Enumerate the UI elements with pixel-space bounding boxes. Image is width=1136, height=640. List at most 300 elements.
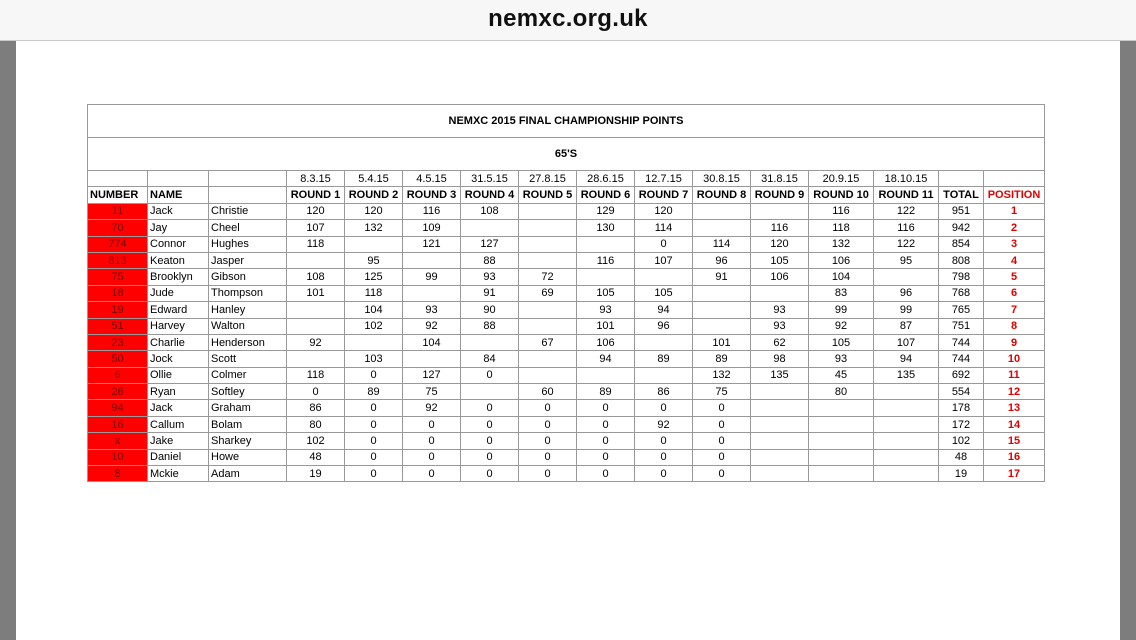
score-cell bbox=[519, 203, 577, 219]
document-page bbox=[16, 41, 1120, 640]
position: 3 bbox=[984, 236, 1045, 252]
first-name: Mckie bbox=[148, 466, 209, 482]
score-cell: 0 bbox=[345, 400, 403, 416]
rider-number: 8 bbox=[88, 466, 148, 482]
score-cell bbox=[874, 433, 939, 449]
score-cell: 75 bbox=[693, 384, 751, 400]
first-name: Jack bbox=[148, 400, 209, 416]
score-cell bbox=[461, 220, 519, 236]
score-cell: 92 bbox=[635, 416, 693, 432]
score-cell bbox=[345, 236, 403, 252]
last-name: Bolam bbox=[209, 416, 287, 432]
score-cell: 0 bbox=[635, 466, 693, 482]
score-cell bbox=[577, 367, 635, 383]
score-cell: 101 bbox=[577, 318, 635, 334]
score-cell: 107 bbox=[874, 334, 939, 350]
first-name: Edward bbox=[148, 302, 209, 318]
last-name: Cheel bbox=[209, 220, 287, 236]
score-cell: 0 bbox=[461, 367, 519, 383]
total-points: 798 bbox=[939, 269, 984, 285]
score-cell: 114 bbox=[635, 220, 693, 236]
score-cell: 0 bbox=[345, 367, 403, 383]
score-cell bbox=[287, 351, 345, 367]
score-cell bbox=[809, 400, 874, 416]
score-cell: 105 bbox=[809, 334, 874, 350]
score-cell: 83 bbox=[809, 285, 874, 301]
rider-number: 75 bbox=[88, 269, 148, 285]
round-date: 12.7.15 bbox=[635, 171, 693, 187]
score-cell: 125 bbox=[345, 269, 403, 285]
score-cell: 99 bbox=[809, 302, 874, 318]
score-cell bbox=[577, 269, 635, 285]
sheet-title: NEMXC 2015 FINAL CHAMPIONSHIP POINTS bbox=[88, 105, 1045, 138]
score-cell: 108 bbox=[461, 203, 519, 219]
rider-number: 11 bbox=[88, 203, 148, 219]
position: 14 bbox=[984, 416, 1045, 432]
score-cell bbox=[345, 334, 403, 350]
score-cell bbox=[635, 269, 693, 285]
score-cell bbox=[809, 433, 874, 449]
round-date: 18.10.15 bbox=[874, 171, 939, 187]
column-header: ROUND 8 bbox=[693, 187, 751, 203]
score-cell: 80 bbox=[809, 384, 874, 400]
first-name: Daniel bbox=[148, 449, 209, 465]
score-cell: 121 bbox=[403, 236, 461, 252]
column-header: POSITION bbox=[984, 187, 1045, 203]
last-name: Walton bbox=[209, 318, 287, 334]
score-cell: 86 bbox=[635, 384, 693, 400]
score-cell: 104 bbox=[809, 269, 874, 285]
table-row bbox=[88, 252, 1045, 268]
last-name: Softley bbox=[209, 384, 287, 400]
score-cell bbox=[519, 351, 577, 367]
total-points: 768 bbox=[939, 285, 984, 301]
column-header: ROUND 1 bbox=[287, 187, 345, 203]
score-cell: 118 bbox=[809, 220, 874, 236]
table-row bbox=[88, 285, 1045, 301]
table-row bbox=[88, 334, 1045, 350]
position: 1 bbox=[984, 203, 1045, 219]
score-cell: 105 bbox=[577, 285, 635, 301]
position: 6 bbox=[984, 285, 1045, 301]
empty-cell bbox=[88, 171, 148, 187]
score-cell bbox=[874, 269, 939, 285]
score-cell: 93 bbox=[577, 302, 635, 318]
score-cell: 0 bbox=[693, 400, 751, 416]
score-cell: 92 bbox=[403, 318, 461, 334]
first-name: Jock bbox=[148, 351, 209, 367]
url-text[interactable]: nemxc.org.uk bbox=[488, 5, 648, 32]
first-name: Callum bbox=[148, 416, 209, 432]
score-cell: 0 bbox=[577, 466, 635, 482]
position: 5 bbox=[984, 269, 1045, 285]
column-header: ROUND 3 bbox=[403, 187, 461, 203]
score-cell: 94 bbox=[577, 351, 635, 367]
score-cell bbox=[751, 416, 809, 432]
position: 2 bbox=[984, 220, 1045, 236]
score-cell: 60 bbox=[519, 384, 577, 400]
rider-number: 774 bbox=[88, 236, 148, 252]
score-cell: 118 bbox=[287, 236, 345, 252]
score-cell: 101 bbox=[287, 285, 345, 301]
score-cell: 0 bbox=[693, 416, 751, 432]
total-points: 172 bbox=[939, 416, 984, 432]
first-name: Connor bbox=[148, 236, 209, 252]
score-cell: 91 bbox=[693, 269, 751, 285]
last-name: Howe bbox=[209, 449, 287, 465]
table-row bbox=[88, 269, 1045, 285]
score-cell: 0 bbox=[635, 449, 693, 465]
score-cell: 127 bbox=[461, 236, 519, 252]
score-cell bbox=[751, 433, 809, 449]
score-cell: 93 bbox=[751, 302, 809, 318]
empty-cell bbox=[984, 171, 1045, 187]
score-cell bbox=[403, 285, 461, 301]
score-cell: 0 bbox=[693, 449, 751, 465]
score-cell: 0 bbox=[403, 416, 461, 432]
score-cell: 0 bbox=[345, 433, 403, 449]
score-cell bbox=[461, 334, 519, 350]
score-cell: 93 bbox=[403, 302, 461, 318]
table-row bbox=[88, 400, 1045, 416]
position: 15 bbox=[984, 433, 1045, 449]
score-cell: 98 bbox=[751, 351, 809, 367]
header-row bbox=[88, 187, 1045, 203]
score-cell: 0 bbox=[519, 449, 577, 465]
browser-address-bar[interactable] bbox=[0, 0, 1136, 41]
score-cell bbox=[751, 384, 809, 400]
score-cell bbox=[874, 449, 939, 465]
score-cell: 120 bbox=[345, 203, 403, 219]
last-name: Jasper bbox=[209, 252, 287, 268]
score-cell bbox=[287, 252, 345, 268]
rider-number: 18 bbox=[88, 285, 148, 301]
first-name: Keaton bbox=[148, 252, 209, 268]
total-points: 951 bbox=[939, 203, 984, 219]
score-cell: 0 bbox=[403, 466, 461, 482]
score-cell: 0 bbox=[693, 466, 751, 482]
score-cell: 101 bbox=[693, 334, 751, 350]
score-cell: 129 bbox=[577, 203, 635, 219]
column-header: TOTAL bbox=[939, 187, 984, 203]
score-cell: 0 bbox=[461, 449, 519, 465]
score-cell: 104 bbox=[403, 334, 461, 350]
score-cell: 109 bbox=[403, 220, 461, 236]
score-cell: 90 bbox=[461, 302, 519, 318]
score-cell: 0 bbox=[577, 449, 635, 465]
score-cell bbox=[874, 466, 939, 482]
column-header: ROUND 5 bbox=[519, 187, 577, 203]
score-cell: 114 bbox=[693, 236, 751, 252]
position: 16 bbox=[984, 449, 1045, 465]
sheet-subtitle: 65'S bbox=[88, 138, 1045, 171]
last-name: Sharkey bbox=[209, 433, 287, 449]
last-name: Thompson bbox=[209, 285, 287, 301]
score-cell bbox=[751, 449, 809, 465]
score-cell: 0 bbox=[345, 449, 403, 465]
score-cell: 93 bbox=[751, 318, 809, 334]
last-name: Colmer bbox=[209, 367, 287, 383]
total-points: 178 bbox=[939, 400, 984, 416]
position: 13 bbox=[984, 400, 1045, 416]
score-cell: 19 bbox=[287, 466, 345, 482]
score-cell: 75 bbox=[403, 384, 461, 400]
score-cell: 0 bbox=[519, 400, 577, 416]
score-cell: 94 bbox=[874, 351, 939, 367]
score-cell bbox=[287, 302, 345, 318]
last-name: Hanley bbox=[209, 302, 287, 318]
round-date: 31.5.15 bbox=[461, 171, 519, 187]
total-points: 942 bbox=[939, 220, 984, 236]
total-points: 19 bbox=[939, 466, 984, 482]
score-cell: 135 bbox=[874, 367, 939, 383]
score-cell bbox=[809, 416, 874, 432]
first-name: Harvey bbox=[148, 318, 209, 334]
score-cell: 116 bbox=[751, 220, 809, 236]
score-cell: 89 bbox=[693, 351, 751, 367]
position: 11 bbox=[984, 367, 1045, 383]
score-cell: 116 bbox=[809, 203, 874, 219]
score-cell: 0 bbox=[345, 416, 403, 432]
score-cell: 132 bbox=[693, 367, 751, 383]
column-header: ROUND 6 bbox=[577, 187, 635, 203]
score-cell: 0 bbox=[403, 449, 461, 465]
position: 7 bbox=[984, 302, 1045, 318]
table-row bbox=[88, 302, 1045, 318]
total-points: 744 bbox=[939, 351, 984, 367]
score-cell: 92 bbox=[287, 334, 345, 350]
score-cell: 86 bbox=[287, 400, 345, 416]
score-cell: 96 bbox=[693, 252, 751, 268]
total-points: 102 bbox=[939, 433, 984, 449]
round-date: 20.9.15 bbox=[809, 171, 874, 187]
score-cell: 89 bbox=[577, 384, 635, 400]
rider-number: 19 bbox=[88, 302, 148, 318]
last-name: Scott bbox=[209, 351, 287, 367]
score-cell: 104 bbox=[345, 302, 403, 318]
round-date: 4.5.15 bbox=[403, 171, 461, 187]
score-cell: 120 bbox=[635, 203, 693, 219]
score-cell: 102 bbox=[287, 433, 345, 449]
position: 8 bbox=[984, 318, 1045, 334]
score-cell: 0 bbox=[287, 384, 345, 400]
score-cell bbox=[461, 384, 519, 400]
last-name: Gibson bbox=[209, 269, 287, 285]
round-date: 8.3.15 bbox=[287, 171, 345, 187]
score-cell: 120 bbox=[287, 203, 345, 219]
table-row bbox=[88, 384, 1045, 400]
score-cell: 92 bbox=[809, 318, 874, 334]
score-cell: 0 bbox=[403, 433, 461, 449]
first-name: Jake bbox=[148, 433, 209, 449]
dates-row bbox=[88, 171, 1045, 187]
score-cell: 93 bbox=[809, 351, 874, 367]
score-cell: 132 bbox=[345, 220, 403, 236]
rider-number: 16 bbox=[88, 416, 148, 432]
rider-number: 50 bbox=[88, 351, 148, 367]
score-cell: 0 bbox=[635, 400, 693, 416]
score-cell: 93 bbox=[461, 269, 519, 285]
score-cell: 106 bbox=[577, 334, 635, 350]
score-cell: 80 bbox=[287, 416, 345, 432]
position: 17 bbox=[984, 466, 1045, 482]
score-cell: 118 bbox=[287, 367, 345, 383]
score-cell bbox=[751, 466, 809, 482]
round-date: 31.8.15 bbox=[751, 171, 809, 187]
score-cell: 0 bbox=[519, 466, 577, 482]
score-cell: 92 bbox=[403, 400, 461, 416]
table-row bbox=[88, 433, 1045, 449]
score-cell: 72 bbox=[519, 269, 577, 285]
position: 12 bbox=[984, 384, 1045, 400]
score-cell: 99 bbox=[403, 269, 461, 285]
position: 9 bbox=[984, 334, 1045, 350]
first-name: Jay bbox=[148, 220, 209, 236]
score-cell: 94 bbox=[635, 302, 693, 318]
score-cell bbox=[693, 318, 751, 334]
column-header: ROUND 10 bbox=[809, 187, 874, 203]
table-row bbox=[88, 416, 1045, 432]
score-cell bbox=[693, 203, 751, 219]
table-row bbox=[88, 351, 1045, 367]
first-name: Jude bbox=[148, 285, 209, 301]
score-cell bbox=[874, 416, 939, 432]
position: 10 bbox=[984, 351, 1045, 367]
score-cell bbox=[519, 318, 577, 334]
rider-number: 70 bbox=[88, 220, 148, 236]
first-name: Jack bbox=[148, 203, 209, 219]
rider-number: x bbox=[88, 433, 148, 449]
score-cell: 120 bbox=[751, 236, 809, 252]
score-cell bbox=[519, 220, 577, 236]
score-cell: 0 bbox=[693, 433, 751, 449]
score-cell: 105 bbox=[751, 252, 809, 268]
score-cell: 0 bbox=[577, 433, 635, 449]
score-cell: 89 bbox=[345, 384, 403, 400]
score-cell: 89 bbox=[635, 351, 693, 367]
first-name: Charlie bbox=[148, 334, 209, 350]
score-cell: 87 bbox=[874, 318, 939, 334]
round-date: 30.8.15 bbox=[693, 171, 751, 187]
score-cell: 116 bbox=[577, 252, 635, 268]
score-cell bbox=[751, 203, 809, 219]
score-cell: 122 bbox=[874, 203, 939, 219]
score-cell bbox=[519, 367, 577, 383]
score-cell: 0 bbox=[577, 400, 635, 416]
last-name: Christie bbox=[209, 203, 287, 219]
total-points: 854 bbox=[939, 236, 984, 252]
score-cell: 0 bbox=[577, 416, 635, 432]
empty-cell bbox=[148, 171, 209, 187]
score-cell: 105 bbox=[635, 285, 693, 301]
score-cell: 0 bbox=[635, 236, 693, 252]
column-header: NAME bbox=[148, 187, 209, 203]
score-cell: 0 bbox=[461, 400, 519, 416]
score-cell: 102 bbox=[345, 318, 403, 334]
score-cell bbox=[635, 367, 693, 383]
table-row bbox=[88, 318, 1045, 334]
score-cell: 95 bbox=[874, 252, 939, 268]
score-cell: 107 bbox=[287, 220, 345, 236]
score-cell bbox=[403, 252, 461, 268]
round-date: 27.8.15 bbox=[519, 171, 577, 187]
score-cell: 116 bbox=[403, 203, 461, 219]
total-points: 692 bbox=[939, 367, 984, 383]
rider-number: 10 bbox=[88, 449, 148, 465]
score-cell: 67 bbox=[519, 334, 577, 350]
score-cell: 95 bbox=[345, 252, 403, 268]
score-cell: 107 bbox=[635, 252, 693, 268]
score-cell: 99 bbox=[874, 302, 939, 318]
score-cell: 62 bbox=[751, 334, 809, 350]
score-cell: 96 bbox=[635, 318, 693, 334]
score-cell: 0 bbox=[519, 433, 577, 449]
score-cell bbox=[519, 302, 577, 318]
total-points: 765 bbox=[939, 302, 984, 318]
rider-number: 51 bbox=[88, 318, 148, 334]
rider-number: 23 bbox=[88, 334, 148, 350]
score-cell: 91 bbox=[461, 285, 519, 301]
score-cell bbox=[287, 318, 345, 334]
score-cell: 127 bbox=[403, 367, 461, 383]
score-cell bbox=[693, 285, 751, 301]
score-cell bbox=[874, 400, 939, 416]
score-cell: 116 bbox=[874, 220, 939, 236]
first-name: Ryan bbox=[148, 384, 209, 400]
total-points: 808 bbox=[939, 252, 984, 268]
empty-cell bbox=[209, 171, 287, 187]
score-cell: 0 bbox=[461, 416, 519, 432]
score-cell: 88 bbox=[461, 252, 519, 268]
score-cell bbox=[519, 252, 577, 268]
championship-table bbox=[87, 104, 1045, 482]
first-name: Ollie bbox=[148, 367, 209, 383]
last-name: Graham bbox=[209, 400, 287, 416]
first-name: Brooklyn bbox=[148, 269, 209, 285]
column-header: NUMBER bbox=[88, 187, 148, 203]
rider-number: 94 bbox=[88, 400, 148, 416]
score-cell: 106 bbox=[751, 269, 809, 285]
score-cell: 69 bbox=[519, 285, 577, 301]
score-cell bbox=[635, 334, 693, 350]
score-cell: 45 bbox=[809, 367, 874, 383]
table-row bbox=[88, 220, 1045, 236]
table-row bbox=[88, 236, 1045, 252]
rider-number: 26 bbox=[88, 384, 148, 400]
total-points: 744 bbox=[939, 334, 984, 350]
column-header: ROUND 2 bbox=[345, 187, 403, 203]
score-cell bbox=[577, 236, 635, 252]
score-cell: 0 bbox=[635, 433, 693, 449]
last-name: Henderson bbox=[209, 334, 287, 350]
score-cell: 0 bbox=[461, 466, 519, 482]
last-name: Hughes bbox=[209, 236, 287, 252]
score-cell bbox=[693, 302, 751, 318]
score-cell bbox=[751, 285, 809, 301]
score-cell: 48 bbox=[287, 449, 345, 465]
score-cell: 0 bbox=[345, 466, 403, 482]
total-points: 751 bbox=[939, 318, 984, 334]
round-date: 28.6.15 bbox=[577, 171, 635, 187]
score-cell: 130 bbox=[577, 220, 635, 236]
score-cell bbox=[809, 466, 874, 482]
score-cell: 108 bbox=[287, 269, 345, 285]
empty-cell bbox=[209, 187, 287, 203]
score-cell: 106 bbox=[809, 252, 874, 268]
score-cell: 0 bbox=[461, 433, 519, 449]
score-cell bbox=[809, 449, 874, 465]
score-cell: 132 bbox=[809, 236, 874, 252]
